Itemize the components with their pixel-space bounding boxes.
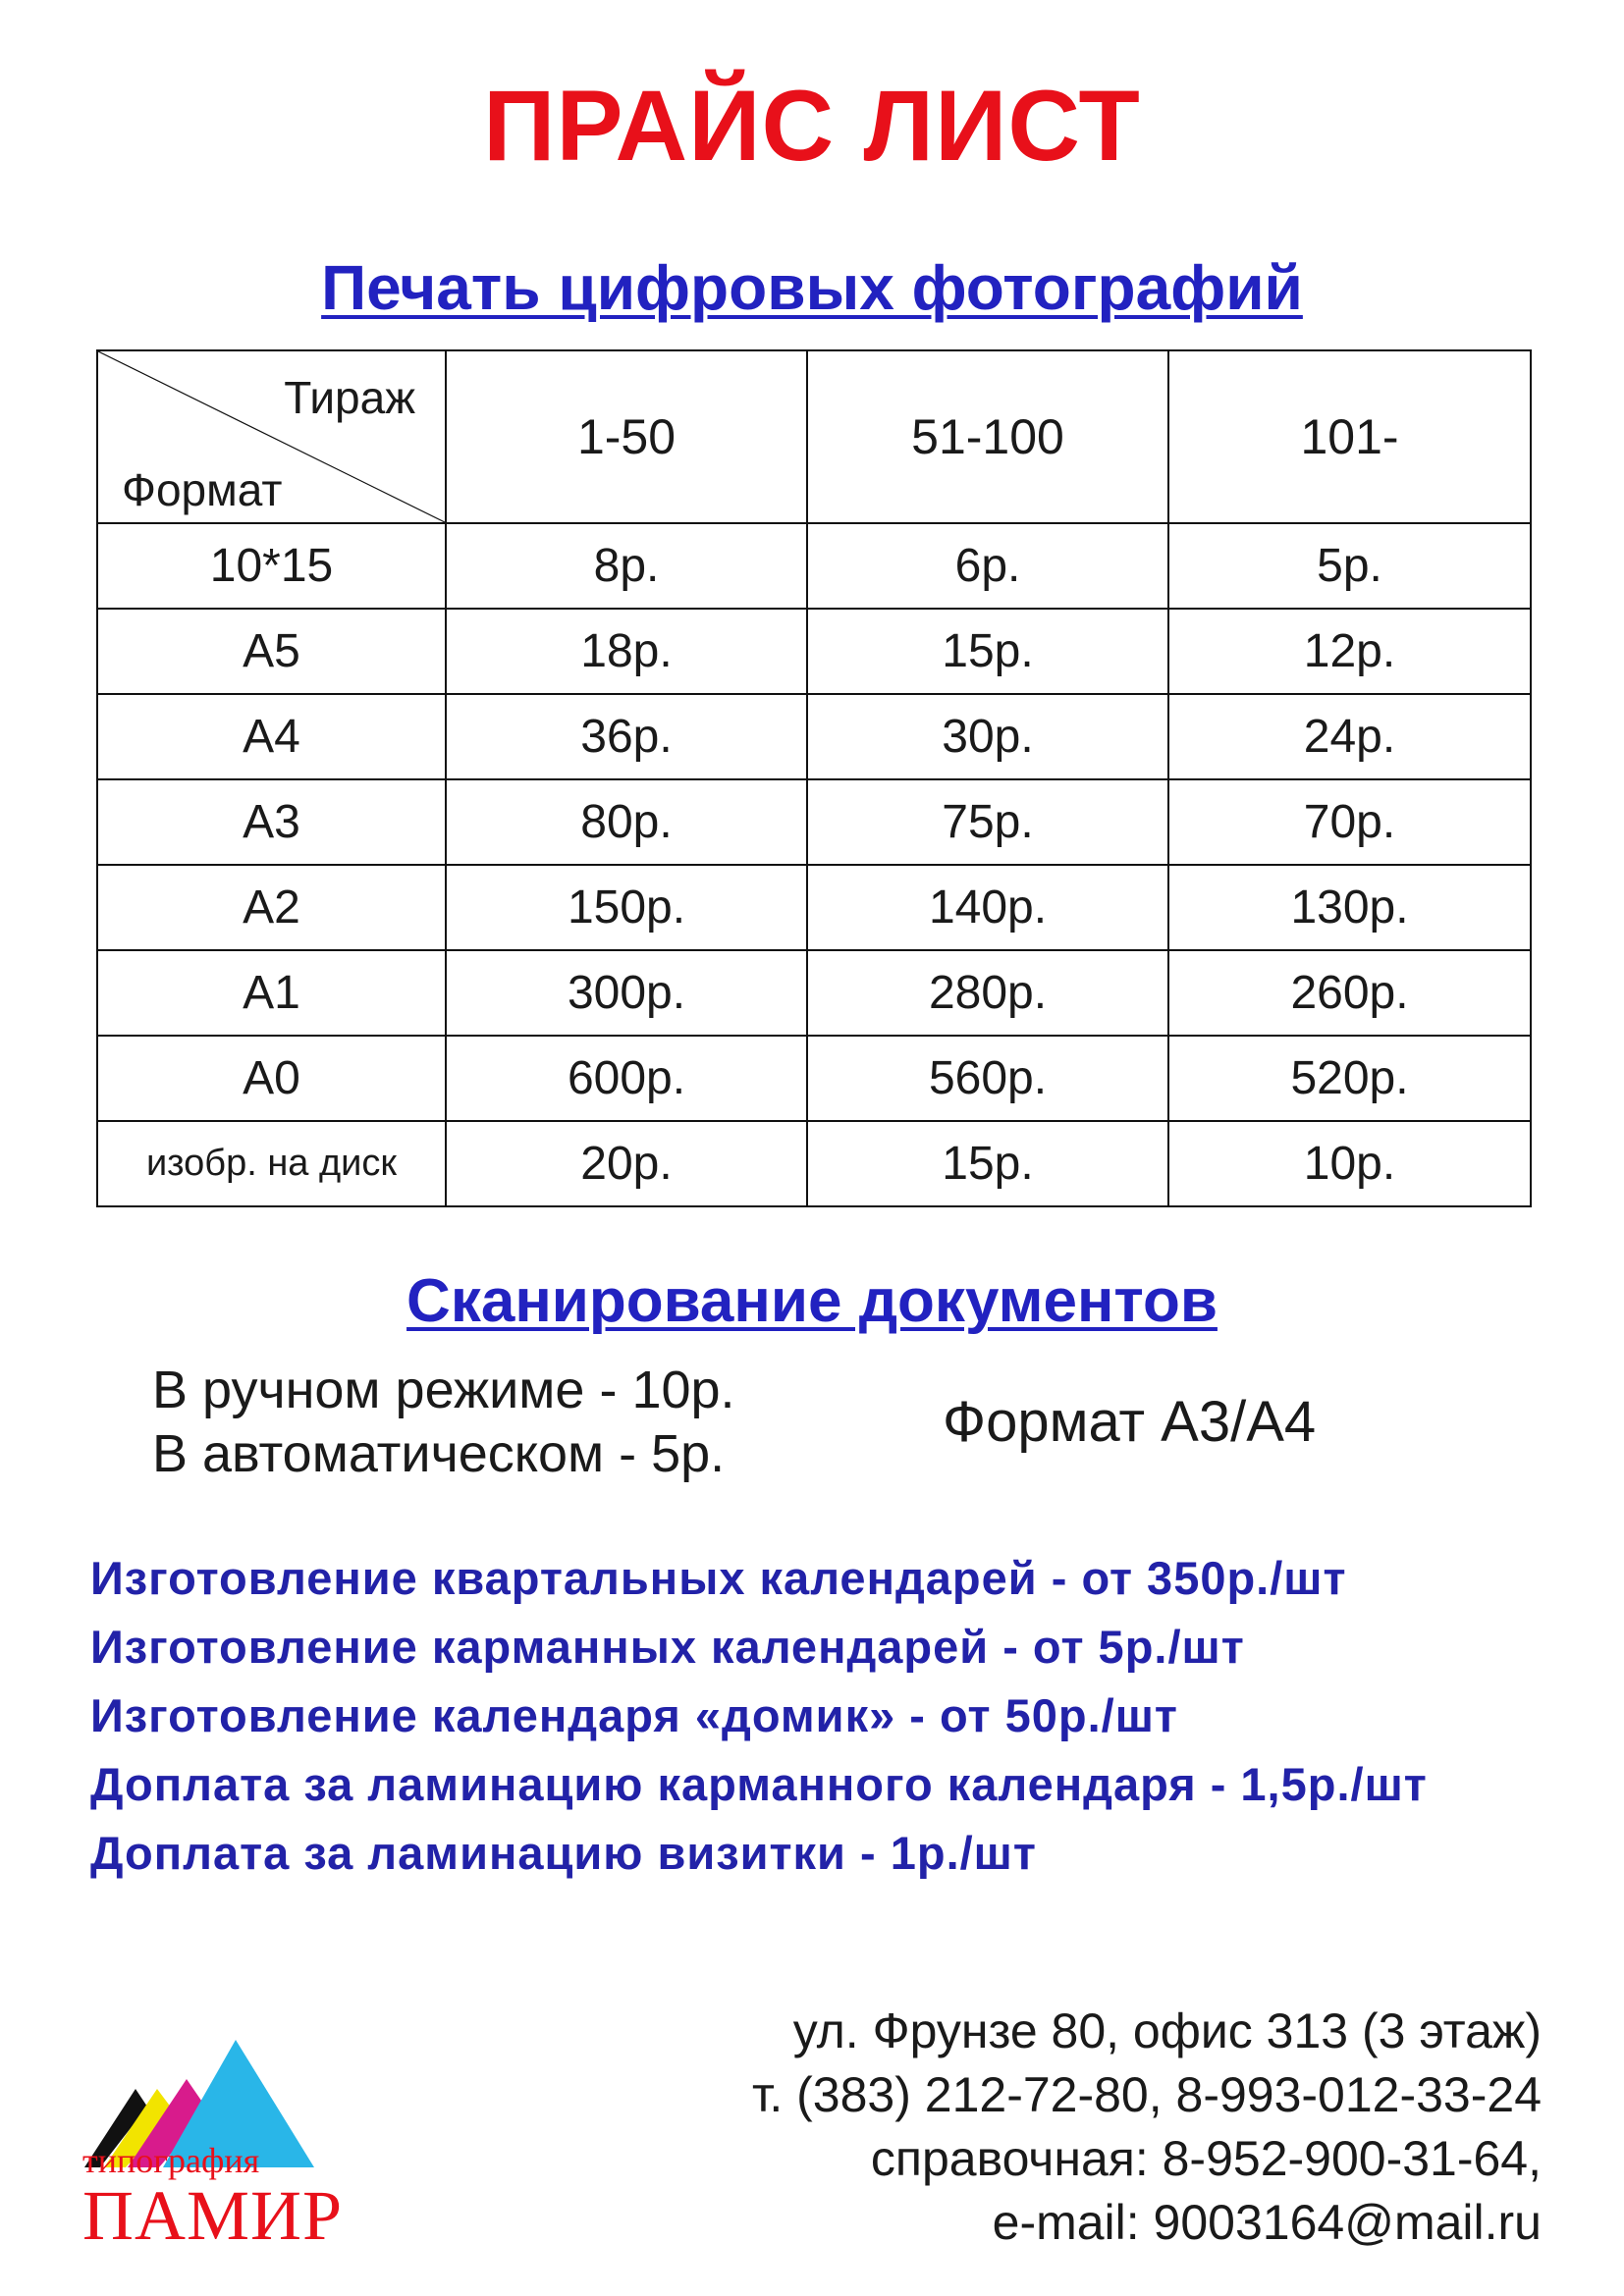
format-cell: А1 [97,950,446,1036]
table-row [97,865,1531,950]
price-cell: 8р. [446,523,807,609]
format-cell: 10*15 [97,523,446,609]
corner-label-format: Формат [122,464,283,515]
column-header: 51-100 [807,350,1168,523]
format-cell: А3 [97,779,446,865]
price-cell: 80р. [446,779,807,865]
scan-manual-price: В ручном режиме - 10р. [152,1361,735,1419]
price-cell: 6р. [807,523,1168,609]
price-cell: 36р. [446,694,807,779]
page-title: ПРАЙС ЛИСТ [483,70,1141,182]
service-line: Изготовление квартальных календарей - от 350р./шт [90,1552,1347,1604]
service-line: Изготовление календаря «домик» - от 50р./шт [90,1689,1178,1741]
format-cell: А5 [97,609,446,694]
price-cell: 12р. [1168,609,1531,694]
photo-print-heading: Печать цифровых фотографий [321,252,1303,323]
contact-phones: т. (383) 212-72-80, 8-993-012-33-24 [752,2067,1542,2122]
contact-info-line: справочная: 8-952-900-31-64, [870,2131,1542,2186]
logo-subtitle: типография [82,2141,260,2180]
photo-price-table [96,349,1532,1207]
price-cell: 24р. [1168,694,1531,779]
column-header: 1-50 [446,350,807,523]
column-header: 101- [1168,350,1531,523]
table-header-row [97,350,1531,523]
format-cell: А0 [97,1036,446,1121]
price-cell: 600р. [446,1036,807,1121]
table-corner-cell [97,350,446,523]
table-row [97,779,1531,865]
contact-address: ул. Фрунзе 80, офис 313 (3 этаж) [792,2003,1542,2058]
price-cell: 300р. [446,950,807,1036]
price-cell: 280р. [807,950,1168,1036]
price-cell: 10р. [1168,1121,1531,1206]
format-cell: А4 [97,694,446,779]
table-row [97,609,1531,694]
price-cell: 20р. [446,1121,807,1206]
scan-format: Формат А3/А4 [943,1390,1317,1454]
scan-auto-price: В автоматическом - 5р. [152,1424,726,1483]
scan-heading: Сканирование документов [406,1267,1218,1335]
price-cell: 130р. [1168,865,1531,950]
price-cell: 260р. [1168,950,1531,1036]
service-line: Изготовление карманных календарей - от 5р./шт [90,1621,1245,1673]
table-row [97,1036,1531,1121]
format-cell: А2 [97,865,446,950]
price-cell: 15р. [807,1121,1168,1206]
price-cell: 150р. [446,865,807,950]
service-line: Доплата за ламинацию визитки - 1р./шт [90,1827,1037,1879]
table-row [97,523,1531,609]
price-cell: 70р. [1168,779,1531,865]
price-cell: 15р. [807,609,1168,694]
price-cell: 18р. [446,609,807,694]
price-cell: 30р. [807,694,1168,779]
price-cell: 5р. [1168,523,1531,609]
logo-name: ПАМИР [82,2176,344,2255]
service-line: Доплата за ламинацию карманного календаря - 1,5р./шт [90,1758,1428,1810]
corner-label-run: Тираж [284,372,415,423]
table-row [97,950,1531,1036]
price-cell: 140р. [807,865,1168,950]
contact-email: e-mail: 9003164@mail.ru [992,2195,1542,2250]
format-cell: изобр. на диск [97,1121,446,1206]
price-cell: 560р. [807,1036,1168,1121]
price-cell: 520р. [1168,1036,1531,1121]
price-cell: 75р. [807,779,1168,865]
table-row [97,1121,1531,1206]
table-row [97,694,1531,779]
